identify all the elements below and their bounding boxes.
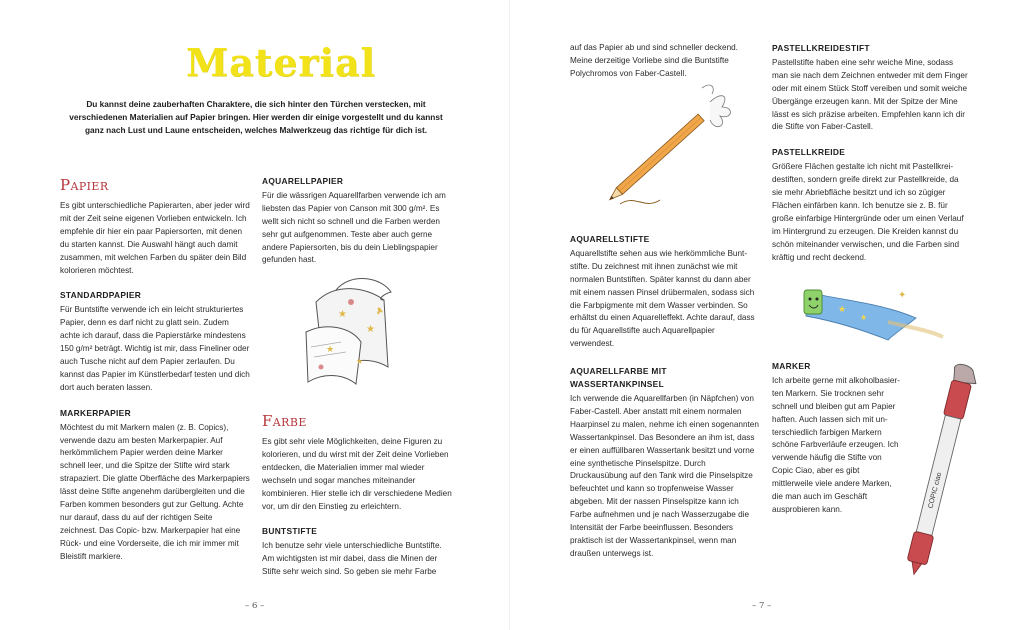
- aquarellfarbe-heading: AQUARELLFARBE MIT WASSERTANKPINSEL: [570, 366, 667, 390]
- standardpapier-text: Für Buntstifte verwende ich ein leicht strukturiertes Papier, denn es darf nicht zu glatt sein. Zudem achte ich darauf, dass die Papierstärke mindestens 150 g/m² beträgt. Wichtig ist mir, dass Fineliner oder auch Tusche nicht auf dem Papier zerlaufen. Du kannst das Papier im Künstlerbedarf testen und dich dort auch beraten lassen.: [60, 305, 250, 392]
- pastellkreidestift-text: Pastellstifte haben eine sehr weiche Mine, sodass man sie nach dem Zeichnen entweder mit dem Finger oder mit einem Stück Stoff vereiben und somit weiche Übergänge erzeugen kann. Mit der Spitze der Mine lässt es sich präzise arbeiten. Empfehlen kann ich dir die Stifte von Faber-Castell.: [772, 57, 968, 132]
- marker-illustration: [902, 360, 982, 585]
- right-column-2: [772, 42, 968, 265]
- intro-text: Du kannst deine zauberhaften Charaktere, die sich hinter den Türchen verstecken, mit verschiedenen Materialien auf Papier bringen. Hier werden dir einige vorgestellt und du kannst ganz nach Lust und Laune entscheiden, welches Malwerkzeug das richtige für dich ist.: [69, 99, 443, 136]
- page-number-right: – 7 –: [752, 601, 772, 611]
- pencil-illustration: [590, 82, 740, 217]
- copic-marker-icon: [902, 360, 982, 585]
- right-column-1: [570, 42, 760, 81]
- pastellkreidestift-heading: PASTELLKREIDESTIFT: [772, 43, 870, 53]
- buntstifte-heading: BUNTSTIFTE: [262, 526, 318, 537]
- markerpapier-text: Möchtest du mit Markern malen (z. B. Copics), verwende dazu am besten Markerpapier. Auf herkömmlichem Papier werden deine Marker schnell leer, und die Spitze der Stifte wird stark strapaziert. Die glatte Oberfläche des Markerpapiers lässt deine Stifte angenehm darübergleiten und die Farben kommen besonders gut zur Geltung. Achte nur darauf, dass du auf der richtigen Seite zeichnest. Das Copic- bzw. Markerpapier hat eine Rück- und eine Vorderseite, die ich mir immer mit Bleistift markiere.: [60, 422, 250, 561]
- aquarellpapier-heading: AQUARELLPAPIER: [262, 176, 344, 186]
- marker-text: Ich arbeite gerne mit alkoholbasierten Markern. Sie trocknen sehr schnell und bleiben gut am Papier haften. Auch lassen sich mit unterschiedlich farbigen Markern schöne Farbverläufe erzeugen. Ich verwende häufig die Stifte von Copic Ciao, aber es gibt mittlerweile viele andere Marken, die man auch im Geschäft ausprobieren kann.: [772, 375, 900, 514]
- marker-label: COPIC ciao: [927, 471, 944, 510]
- paper-scroll-icon: [296, 272, 416, 392]
- buntstifte-text: Ich benutze sehr viele unterschiedliche Buntstifte. Am wichtigsten ist mir dabei, dass die Minen der Stifte sehr weich sind. So geben sie mehr Farbe: [262, 541, 442, 577]
- papier-heading: Papier: [60, 176, 109, 194]
- left-column-1: [60, 176, 250, 564]
- svg-text:★: ★: [356, 357, 364, 366]
- right-page: [510, 0, 1020, 630]
- pastellkreide-text: Größere Flächen gestalte ich nicht mit Pastellkreidestiften, sondern greife direkt zur Pastellkreide, da sie mehr Abriebfläche besitzt und ich so zügiger Flächen einfärben kann. Ich benutze sie z. B. für große einfarbige Hintergründe oder um einen Verlauf im Hintergrund zu erzeugen. Die Kreiden kannst du schön miteinander verwischen, und die Farben sind kräftig und recht deckend.: [772, 162, 964, 262]
- page-number-left: – 6 –: [245, 601, 265, 611]
- farbe-text: Es gibt sehr viele Möglichkeiten, deine Figuren zu kolorieren, und du wirst mit der Zeit deine Vorlieben entdecken, die Materialien immer mal wieder wechseln und sogar manches miteinander kombinieren. Hier stelle ich dir verschiedene Medien vor, um dir den Einstieg zu erleichtern.: [262, 437, 452, 511]
- pencil-icon: [590, 82, 740, 217]
- svg-text:★: ★: [838, 304, 847, 314]
- markerpapier-heading: MARKERPAPIER: [60, 407, 131, 418]
- left-column-2-lower: [262, 412, 454, 579]
- pastellkreide-heading: PASTELLKREIDE: [772, 147, 846, 158]
- right-column-2-lower: [772, 360, 900, 517]
- aquarellstifte-heading: AQUARELLSTIFTE: [570, 234, 650, 244]
- aquarellpapier-text: Für die wässrigen Aquarellfarben verwende ich am liebsten das Papier von Canson mit 300 g/m². Es wellt sich nicht so schnell und die Farben werden sehr gut aufgenommen. Teste aber auch gerne andere Papiersorten, bis du dein Lieblingspapier gefunden hast.: [262, 190, 446, 265]
- paper-scroll-illustration: [296, 272, 416, 392]
- left-column-2: [262, 175, 454, 267]
- svg-text:★: ★: [338, 309, 347, 320]
- papier-text: Es gibt unterschiedliche Papierarten, aber jeder wird mit der Zeit seine eigenen Vorlieben entwickeln. Ich empfehle dir hier ein paar Papiersorten, mit denen du starten kannst. Die Auswahl hängt auch damit zusammen, mit welchen Farben du später dein Bild kolorieren möchtest.: [60, 201, 250, 275]
- svg-text:★: ★: [366, 324, 375, 335]
- page-title: Material: [186, 40, 376, 85]
- marker-heading: MARKER: [772, 361, 811, 371]
- right-column-1-lower: [570, 233, 760, 561]
- standardpapier-heading: STANDARDPAPIER: [60, 290, 142, 301]
- svg-text:★: ★: [860, 313, 868, 322]
- pastel-chalk-icon: [798, 282, 948, 344]
- svg-text:★: ★: [326, 344, 335, 354]
- buntstifte-continued-text: auf das Papier ab und sind schneller deckend. Meine derzeitige Vorliebe sind die Buntstifte Polychromos von Faber-Castell.: [570, 43, 738, 78]
- aquarellstifte-text: Aquarellstifte sehen aus wie herkömmliche Buntstifte. Du zeichnest mit ihnen zunächst wie mit normalen Buntstiften. Später kannst du dann aber mit einem nassen Pinsel drübermalen, sodass sich die Farbpigmente mit dem Wasser verbinden. So erhältst du einen Aquarelleffekt. Achte darauf, dass du für Aquarellstifte auch Aquarellpapier verwendest.: [570, 248, 755, 349]
- svg-text:✦: ✦: [898, 290, 907, 301]
- pastel-chalk-illustration: [798, 282, 948, 344]
- aquarellfarbe-text: Ich verwende die Aquarellfarben (in Näpfchen) von Faber-Castell. Aber anstatt mit einem normalen Haarpinsel zu malen, nehme ich einen sogenannten Wassertankpinsel. Das Besondere an ihm ist, dass er einen auffüllbaren Wassertank besitzt und vorne eine synthetische Pinselspitze. Durch Druckausübung auf den Tank wird die Pinselspitze befeuchtet und kann so tropfenweise Wasser abgeben. Mit der nassen Pinselspitze kann ich Farbe aufnehmen und je nach Wasserzugabe die Intensität der Farbe beeinflussen. Besonders praktisch ist der Wassertankpinsel, wenn man draußen unterwegs ist.: [570, 393, 759, 558]
- farbe-heading: Farbe: [262, 412, 307, 430]
